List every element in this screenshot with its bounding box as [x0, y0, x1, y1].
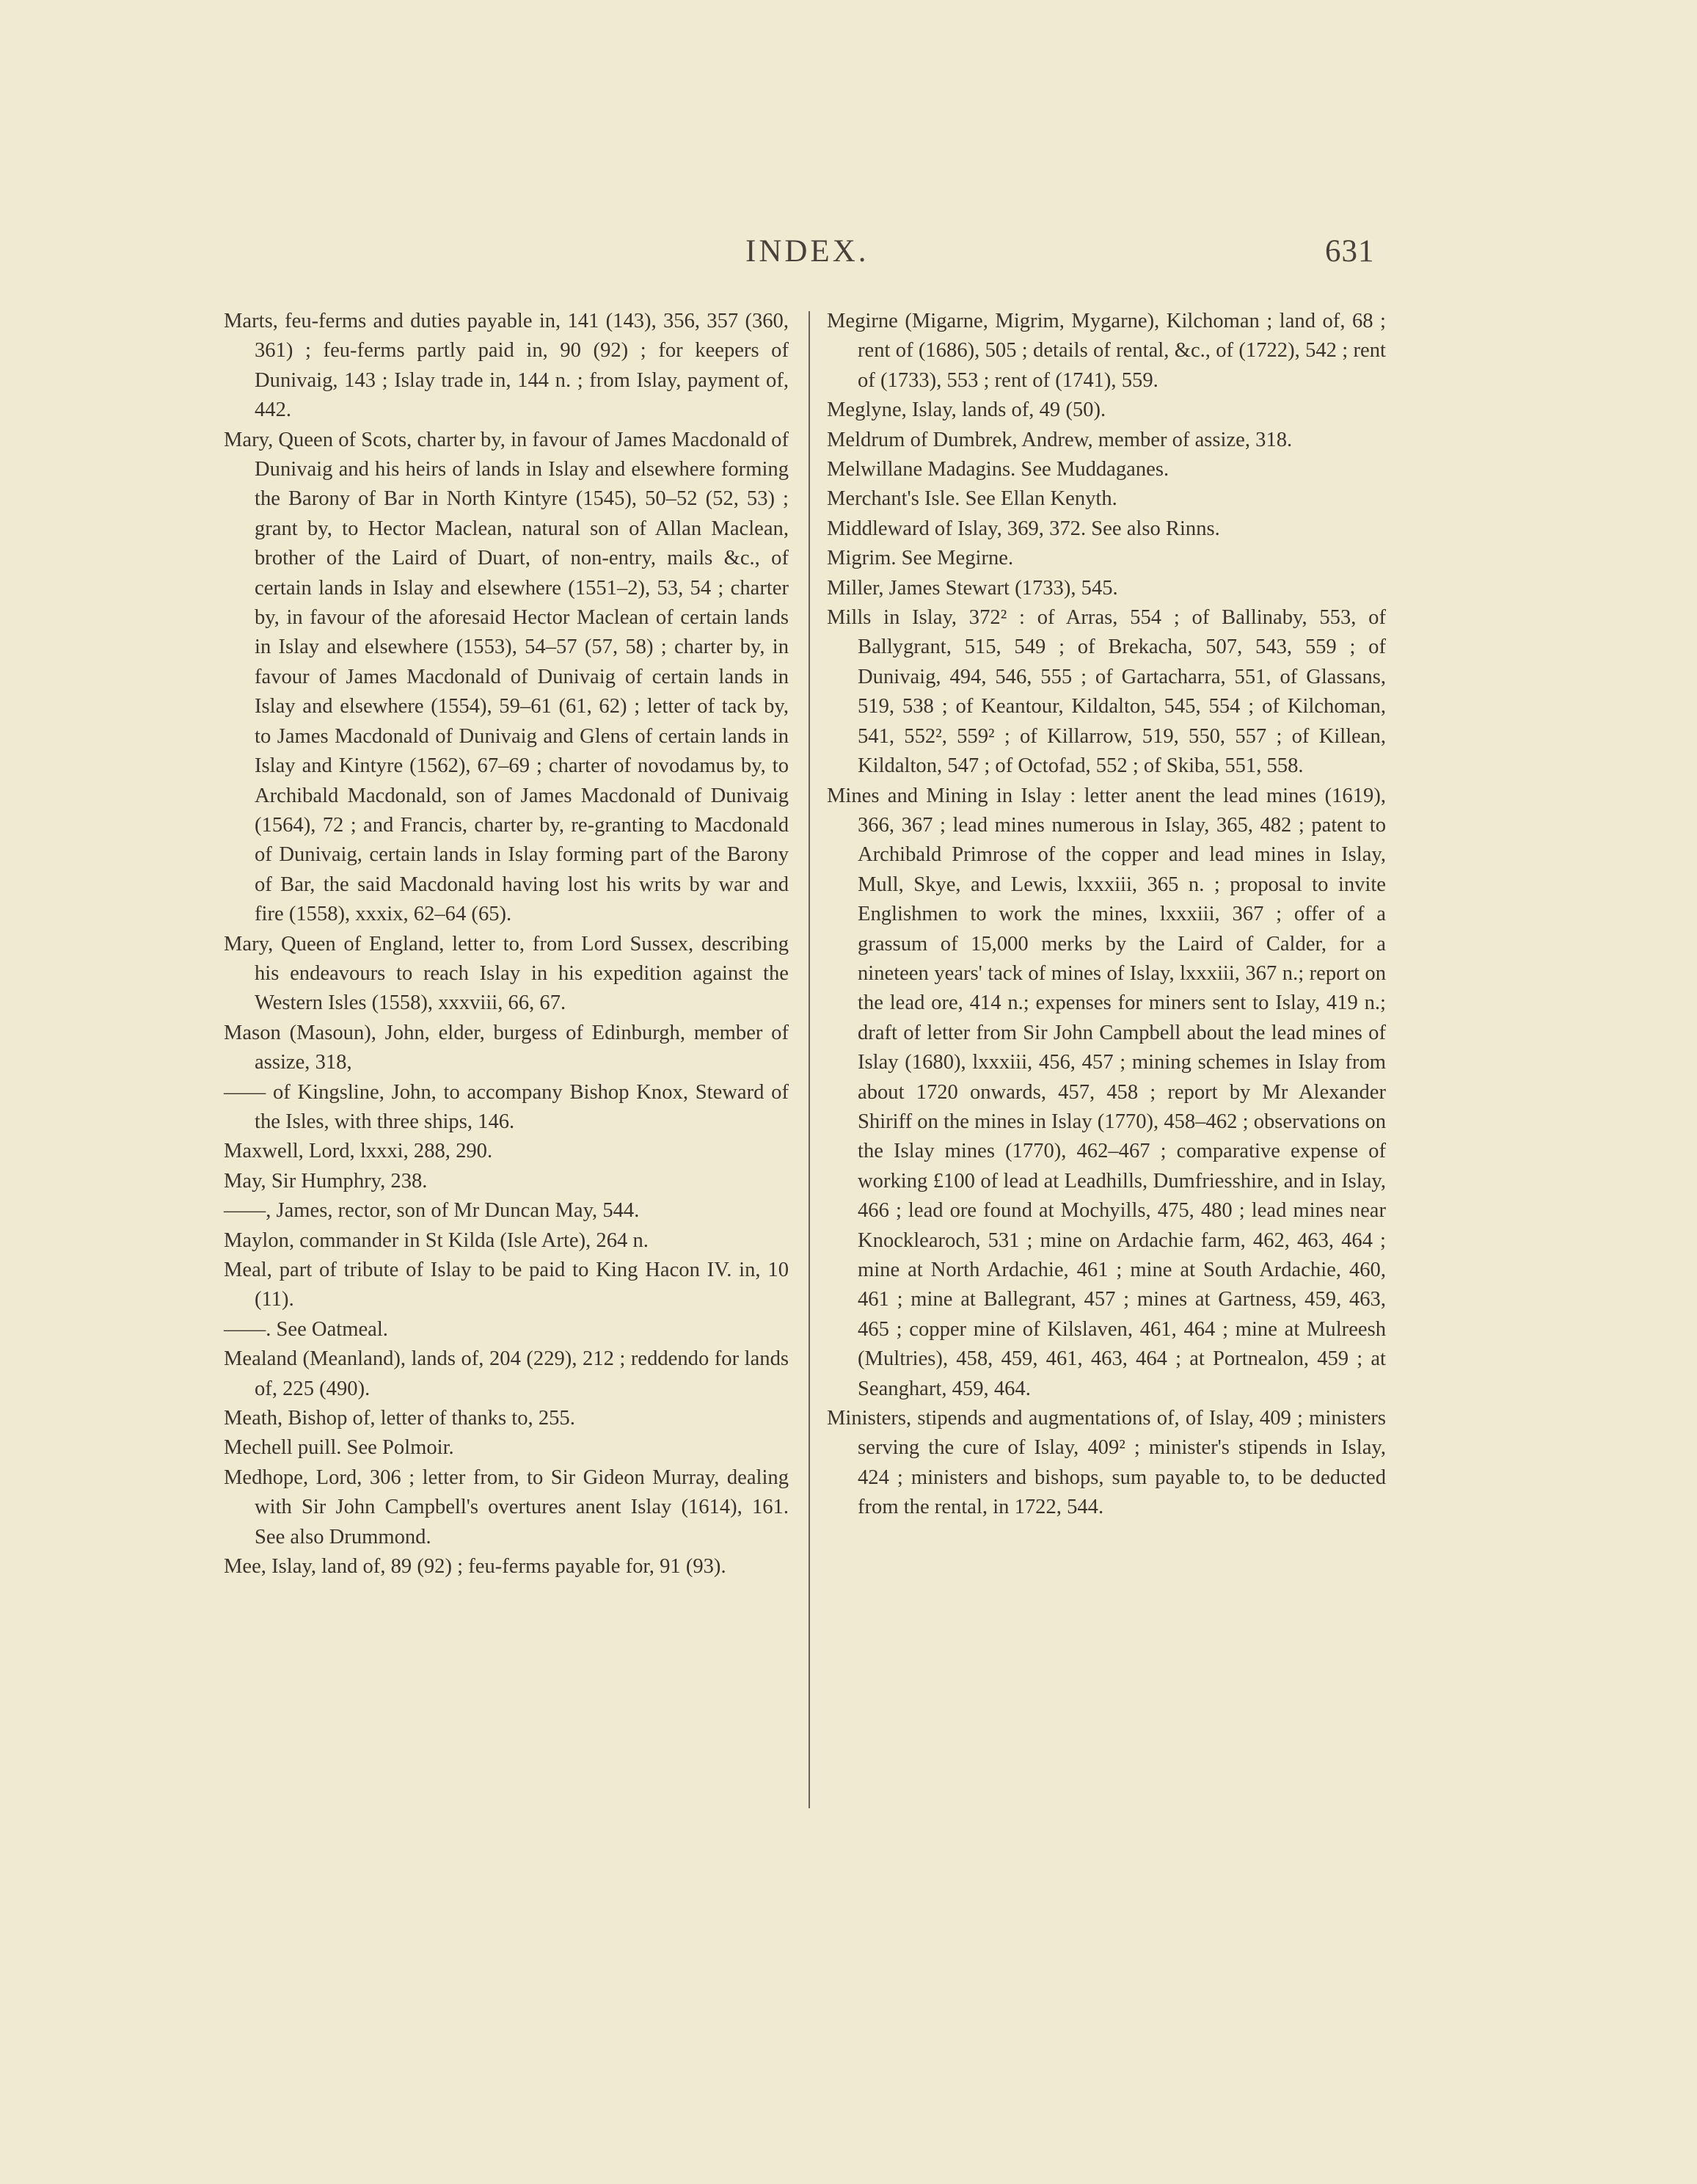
index-entry-meath: Meath, Bishop of, letter of thanks to, 255.: [224, 1407, 575, 1430]
index-entry-migrim: Migrim. See Megirne.: [827, 547, 1014, 570]
running-header: [0, 233, 1697, 270]
index-entry-meglyne: Meglyne, Islay, lands of, 49 (50).: [827, 398, 1106, 422]
index-subentry-may-james: ——, James, rector, son of Mr Duncan May, 544.: [224, 1199, 640, 1223]
column-divider: [809, 311, 810, 1808]
left-column: [224, 307, 789, 1581]
index-entry-megirne: Megirne (Migarne, Migrim, Mygarne), Kilchoman ; land of, 68 ; rent of (1686), 505 ; details of rental, &c., of (1722), 542 ; rent of (1733), 553 ; rent of (1741), 559.: [827, 310, 1386, 392]
index-entry-mines: Mines and Mining in Islay : letter anent the lead mines (1619), 366, 367 ; lead mines numerous in Islay, 365, 482 ; patent to Archibald Primrose of the copper and lead mines in Islay, Mull, Skye, and Lewis, lxxxiii, 365 n. ; proposal to invite Englishmen to work the mines, lxxxiii, 367 ; offer of a grassum of 15,000 merks by the Laird of Calder, for a nineteen years' tack of mines of Islay, lxxxiii, 367 n.; report on the lead ore, 414 n.; expenses for miners sent to Islay, 419 n.; draft of letter from Sir John Campbell about the lead mines of Islay (1680), lxxxiii, 456, 457 ; mining schemes in Islay from about 1720 onwards, 457, 458 ; report by Mr Alexander Shiriff on the mines in Islay (1770), 458–462 ; observations on the Islay mines (1770), 462–467 ; comparative expense of working £100 of lead at Leadhills, Dumfriesshire, and in Islay, 466 ; lead ore found at Mochyills, 475, 480 ; lead mines near Knocklearoch, 531 ; mine on Ardachie farm, 462, 463, 464 ; mine at North Ardachie, 461 ; mine at South Ardachie, 460, 461 ; mine at Ballegrant, 457 ; mines at Gartness, 459, 463, 465 ; copper mine of Kilslaven, 461, 464 ; mine at Mulreesh (Multries), 458, 459, 461, 463, 464 ; at Portnealon, 459 ; at Seanghart, 459, 464.: [827, 784, 1386, 1400]
index-entry-mills: Mills in Islay, 372² : of Arras, 554 ; of Ballinaby, 553, of Ballygrant, 515, 549 ; of Brekacha, 507, 543, 559 ; of Dunivaig, 494, 546, 555 ; of Gartacharra, 551, of Glassans, 519, 538 ; of Keantour, Kildalton, 545, 554 ; of Kilchoman, 541, 552², 559² ; of Killarrow, 519, 550, 557 ; of Killean, Kildalton, 547 ; of Octofad, 552 ; of Skiba, 551, 558.: [827, 606, 1386, 778]
index-entry-melwillane: Melwillane Madagins. See Muddaganes.: [827, 458, 1169, 481]
page-number: 631: [1325, 234, 1375, 269]
index-entry-middleward: Middleward of Islay, 369, 372. See also Rinns.: [827, 517, 1220, 540]
index-subentry-mason-kingsline: —— of Kingsline, John, to accompany Bishop Knox, Steward of the Isles, with three ships, 146.: [224, 1080, 789, 1133]
right-column: [827, 307, 1386, 1523]
index-entry-miller: Miller, James Stewart (1733), 545.: [827, 576, 1118, 600]
index-entry-meldrum: Meldrum of Dumbrek, Andrew, member of assize, 318.: [827, 428, 1293, 451]
index-entry-mason: Mason (Masoun), John, elder, burgess of Edinburgh, member of assize, 318,: [224, 1021, 789, 1074]
index-entry-meal: Meal, part of tribute of Islay to be paid to King Hacon IV. in, 10 (11).: [224, 1259, 789, 1311]
page-title: INDEX.: [745, 234, 869, 269]
index-entry-mary-queen-of-england: Mary, Queen of England, letter to, from Lord Sussex, describing his endeavours to reach Islay in his expedition against the Western Isles (1558), xxxviii, 66, 67.: [224, 932, 789, 1015]
index-entry-medhope: Medhope, Lord, 306 ; letter from, to Sir Gideon Murray, dealing with Sir John Campbell's overtures anent Islay (1614), 161. See also Drummond.: [224, 1466, 789, 1548]
index-entry-merchants-isle: Merchant's Isle. See Ellan Kenyth.: [827, 487, 1117, 511]
index-entry-may-humphry: May, Sir Humphry, 238.: [224, 1169, 428, 1193]
index-entry-mechell-puill: Mechell puill. See Polmoir.: [224, 1436, 454, 1460]
index-subentry-meal-oatmeal: ——. See Oatmeal.: [224, 1317, 388, 1341]
index-entry-maxwell: Maxwell, Lord, lxxxi, 288, 290.: [224, 1140, 493, 1163]
index-entry-marts: Marts, feu-ferms and duties payable in, 141 (143), 356, 357 (360, 361) ; feu-ferms partly paid in, 90 (92) ; for keepers of Dunivaig, 143 ; Islay trade in, 144 n. ; from Islay, payment of, 442.: [224, 310, 789, 422]
index-entry-mee: Mee, Islay, land of, 89 (92) ; feu-ferms payable for, 91 (93).: [224, 1555, 726, 1579]
index-entry-mealand: Mealand (Meanland), lands of, 204 (229), 212 ; reddendo for lands of, 225 (490).: [224, 1347, 789, 1400]
index-entry-ministers: Ministers, stipends and augmentations of, of Islay, 409 ; ministers serving the cure of Islay, 409² ; minister's stipends in Islay, 424 ; ministers and bishops, sum payable to, to be deducted from the rental, in 1722, 544.: [827, 1407, 1386, 1519]
index-entry-mary-queen-of-scots: Mary, Queen of Scots, charter by, in favour of James Macdonald of Dunivaig and his heirs of lands in Islay and elsewhere forming the Barony of Bar in North Kintyre (1545), 50–52 (52, 53) ; grant by, to Hector Maclean, natural son of Allan Maclean, brother of the Laird of Duart, of non-entry, mails &c., of certain lands in Islay and elsewhere (1551–2), 53, 54 ; charter by, in favour of the aforesaid Hector Maclean of certain lands in Islay and elsewhere (1553), 54–57 (57, 58) ; charter by, in favour of James Macdonald of Dunivaig of certain lands in Islay and elsewhere (1554), 59–61 (61, 62) ; letter of tack by, to James Macdonald of Dunivaig and Glens of certain lands in Islay and Kintyre (1562), 67–69 ; charter of novodamus by, to Archibald Macdonald, son of James Macdonald of Dunivaig (1564), 72 ; and Francis, charter by, re-granting to Macdonald of Dunivaig, certain lands in Islay forming part of the Barony of Bar, the said Macdonald having lost his writs by war and fire (1558), xxxix, 62–64 (65).: [224, 428, 789, 926]
index-entry-maylon: Maylon, commander in St Kilda (Isle Arte), 264 n.: [224, 1228, 649, 1252]
